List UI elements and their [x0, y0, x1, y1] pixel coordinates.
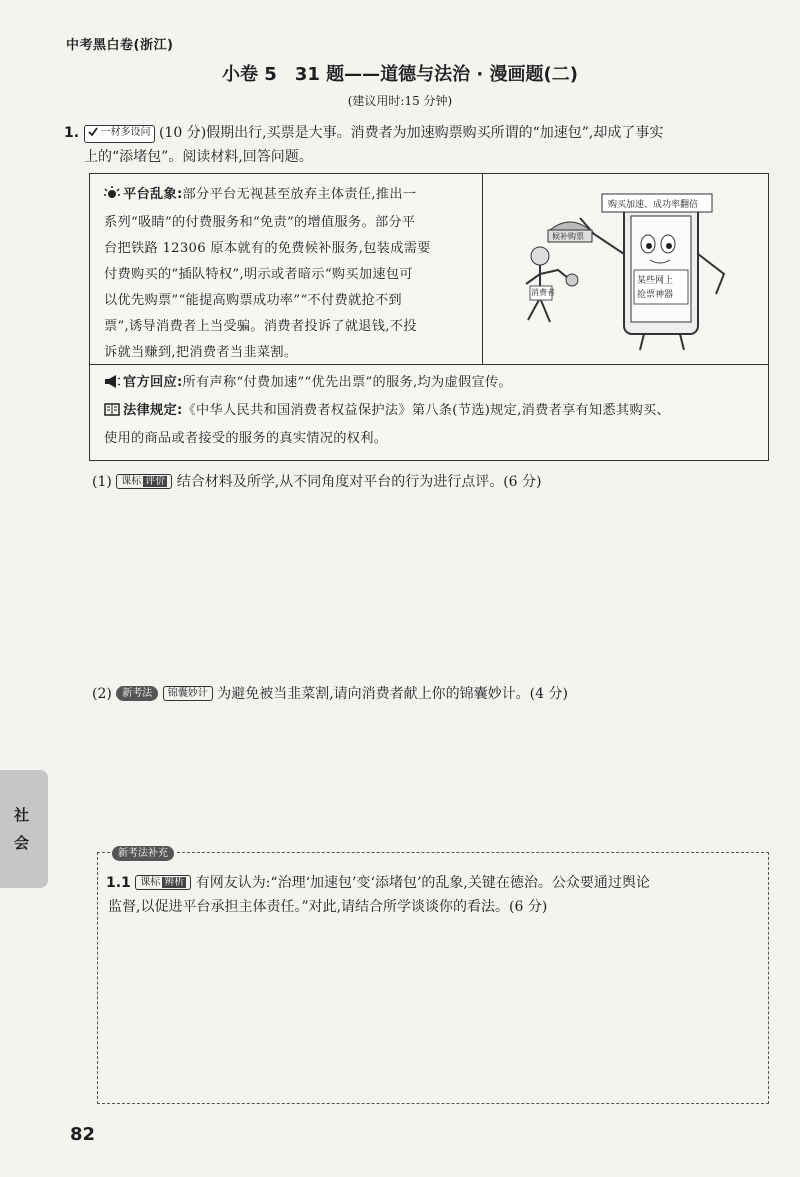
- chaos-line: 部分平台无视甚至放弃主体责任,推出一: [182, 187, 417, 202]
- material-bottom: [90, 366, 768, 452]
- question-type-tag: [84, 125, 155, 143]
- sub-question-number: (1): [92, 474, 112, 490]
- supplement-tag-wrapper: [110, 843, 176, 862]
- side-tab-char: 社: [14, 806, 30, 824]
- supplement-tag: 新考法补充: [112, 846, 174, 861]
- book-icon: [104, 400, 120, 426]
- chaos-line: 系列“吸睛”的付费服务和“免责”的增值服务。部分平: [104, 215, 416, 230]
- cartoon-illustration: [484, 174, 768, 364]
- sub-question-number: (2): [92, 686, 112, 702]
- supplement-line2: 监督,以促进平台承担主体责任。”对此,请结合所学谈谈你的看法。(6 分): [108, 899, 548, 915]
- question-type-label: 一材多设问: [100, 127, 151, 138]
- series-header: 中考黑白卷(浙江): [66, 38, 174, 53]
- law-line2: 使用的商品或者接受的服务的真实情况的权利。: [104, 431, 388, 446]
- cartoon-sign-top: 购买加速、成功率翻倍: [608, 200, 699, 210]
- question-score: (10 分): [158, 125, 207, 141]
- cartoon-person-label: 消费者: [531, 288, 555, 297]
- law-label: 法律规定:: [123, 403, 183, 418]
- check-icon: [88, 127, 98, 142]
- cartoon-screen-line2: 抢票神器: [637, 290, 674, 300]
- question-1-stem: [64, 121, 774, 169]
- supplement-tag-a: 课标: [140, 877, 161, 888]
- chaos-line: 诉就当赚到,把消费者当韭菜割。: [104, 345, 298, 360]
- sub2-text: 为避免被当韭菜割,请向消费者献上你的锦囊妙计。(4 分): [217, 686, 568, 702]
- supplement-number: 1.1: [106, 875, 131, 891]
- platform-chaos-section: [90, 174, 483, 364]
- chaos-line: 票”,诱导消费者上当受骗。消费者投诉了就退钱,不投: [104, 319, 417, 334]
- sub1-tag-a: 课标: [121, 476, 142, 487]
- side-tab-char: 会: [14, 834, 30, 852]
- sub1-text: 结合材料及所学,从不同角度对平台的行为进行点评。(6 分): [176, 474, 542, 490]
- chaos-line: 付费购买的“插队特权”,明示或者暗示“购买加速包可: [104, 267, 413, 282]
- sub2-tag-a: 新考法: [116, 686, 158, 701]
- supplement-tag-b: 辨析: [164, 877, 185, 888]
- sub1-tag: [116, 474, 172, 489]
- subject-side-tab: [0, 770, 48, 888]
- question-text-line2: 上的“添堵包”。阅读材料,回答问题。: [84, 149, 313, 165]
- material-top-row: [90, 174, 768, 365]
- page-title: 小卷 5 31 题——道德与法治 · 漫画题(二): [222, 64, 578, 85]
- page-number: 82: [70, 1124, 96, 1145]
- supplement-question: [106, 871, 761, 919]
- suggested-time: (建议用时:15 分钟): [347, 94, 453, 108]
- chaos-line: 以优先购票”“能提高购票成功率”“不付费就抢不到: [104, 293, 402, 308]
- question-number: 1.: [64, 125, 80, 141]
- supplement-question-tag: [135, 875, 191, 890]
- law-line1: 《中华人民共和国消费者权益保护法》第八条(节选)规定,消费者享有知悉其购买、: [182, 403, 670, 418]
- chaos-label: 平台乱象:: [123, 187, 183, 202]
- sub1-tag-b: 评价: [145, 476, 166, 487]
- official-label: 官方回应:: [123, 375, 183, 390]
- cartoon-screen-line1: 某些网上: [637, 276, 674, 286]
- material-box: [89, 173, 769, 461]
- megaphone-icon: [104, 372, 120, 398]
- chaos-line: 台把铁路 12306 原本就有的免费候补服务,包装成需要: [104, 241, 431, 256]
- sub2-tag-b: 锦囊妙计: [163, 686, 213, 701]
- cartoon-sign-left: 候补购票: [552, 232, 584, 241]
- sub-question-2: [92, 682, 568, 706]
- lightbulb-icon: [104, 184, 120, 210]
- supplement-line1: 有网友认为:“治理‘加速包’变‘添堵包’的乱象,关键在德治。公众要通过舆论: [195, 875, 650, 891]
- sub-question-1: [92, 470, 541, 494]
- question-text-line1: 假期出行,买票是大事。消费者为加速购票购买所谓的“加速包”,却成了事实: [206, 125, 664, 141]
- official-text: 所有声称“付费加速”“优先出票”的服务,均为虚假宣传。: [182, 375, 512, 390]
